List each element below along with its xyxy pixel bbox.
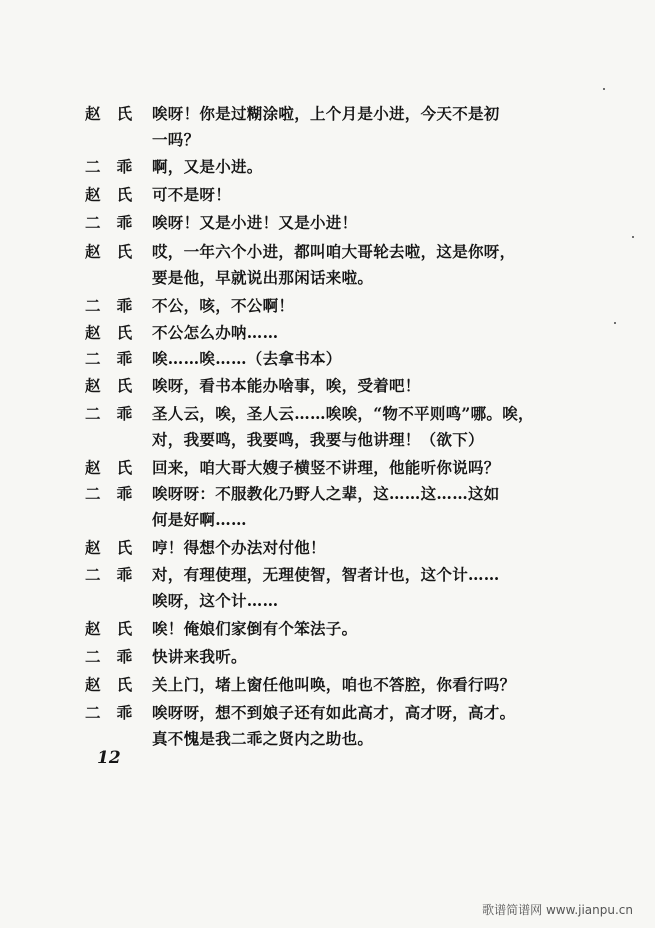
line-text: 唉呀呀，想不到娘子还有如此高才，高才呀，高才。	[152, 703, 516, 722]
line-text: 啊，又是小进。	[152, 157, 263, 176]
line-text: 回来，咱大哥大嫂子横竖不讲理，他能听你说吗？	[152, 458, 500, 477]
line-text: 对，有理使理，无理使智，智者计也，这个计……	[152, 565, 500, 584]
speaker-name: 二 乖	[85, 157, 133, 176]
line-text: 不公怎么办呐……	[152, 323, 279, 342]
speaker-name: 二 乖	[85, 647, 133, 666]
speaker-name: 赵 氏	[85, 185, 133, 204]
line-text: 唉呀！你是过糊涂啦，上个月是小进，今天不是初	[152, 104, 500, 123]
speaker-name: 二 乖	[85, 565, 133, 584]
line-text: 唉！俺娘们家倒有个笨法子。	[152, 619, 358, 638]
speaker-name: 二 乖	[85, 213, 133, 232]
line-text: 圣人云，唉，圣人云……唉唉，“物不平则鸣”哪。唉，	[152, 404, 534, 423]
speaker-name: 赵 氏	[85, 323, 133, 342]
speaker-name: 二 乖	[85, 349, 133, 368]
line-text: 快讲来我听。	[152, 647, 247, 666]
speaker-name: 二 乖	[85, 703, 133, 722]
page-number: 12	[97, 748, 121, 768]
line-text: 唉呀，这个计……	[152, 591, 279, 610]
line-text: 唉呀呀：不服教化乃野人之辈，这……这……这如	[152, 484, 500, 503]
line-text: 真不愧是我二乖之贤内之助也。	[152, 729, 374, 748]
watermark: 歌谱简谱网 www.jianpu.cn	[482, 903, 633, 917]
line-text: 一吗？	[152, 130, 200, 149]
speaker-name: 二 乖	[85, 296, 133, 315]
line-text: 唉……唉……（去拿书本）	[152, 349, 342, 368]
line-text: 对，我要鸣，我要鸣，我要与他讲理！（欲下）	[152, 430, 484, 449]
print-speck	[632, 236, 634, 238]
speaker-name: 赵 氏	[85, 619, 133, 638]
line-text: 哎，一年六个小进，都叫咱大哥轮去啦，这是你呀，	[152, 242, 516, 261]
line-text: 唉呀！又是小进！又是小进！	[152, 213, 358, 232]
speaker-name: 二 乖	[85, 404, 133, 423]
speaker-name: 赵 氏	[85, 538, 133, 557]
speaker-name: 赵 氏	[85, 376, 133, 395]
print-speck	[614, 322, 616, 324]
speaker-name: 二 乖	[85, 484, 133, 503]
line-text: 关上门，堵上窗任他叫唤，咱也不答腔，你看行吗？	[152, 675, 516, 694]
speaker-name: 赵 氏	[85, 675, 133, 694]
line-text: 不公，咳，不公啊！	[152, 296, 295, 315]
print-speck	[603, 88, 605, 90]
line-text: 哼！得想个办法对付他！	[152, 538, 326, 557]
line-text: 唉呀，看书本能办啥事，唉，受着吧！	[152, 376, 421, 395]
speaker-name: 赵 氏	[85, 458, 133, 477]
line-text: 何是好啊……	[152, 510, 247, 529]
line-text: 要是他，早就说出那闲话来啦。	[152, 268, 374, 287]
line-text: 可不是呀！	[152, 185, 232, 204]
speaker-name: 赵 氏	[85, 242, 133, 261]
speaker-name: 赵 氏	[85, 104, 133, 123]
